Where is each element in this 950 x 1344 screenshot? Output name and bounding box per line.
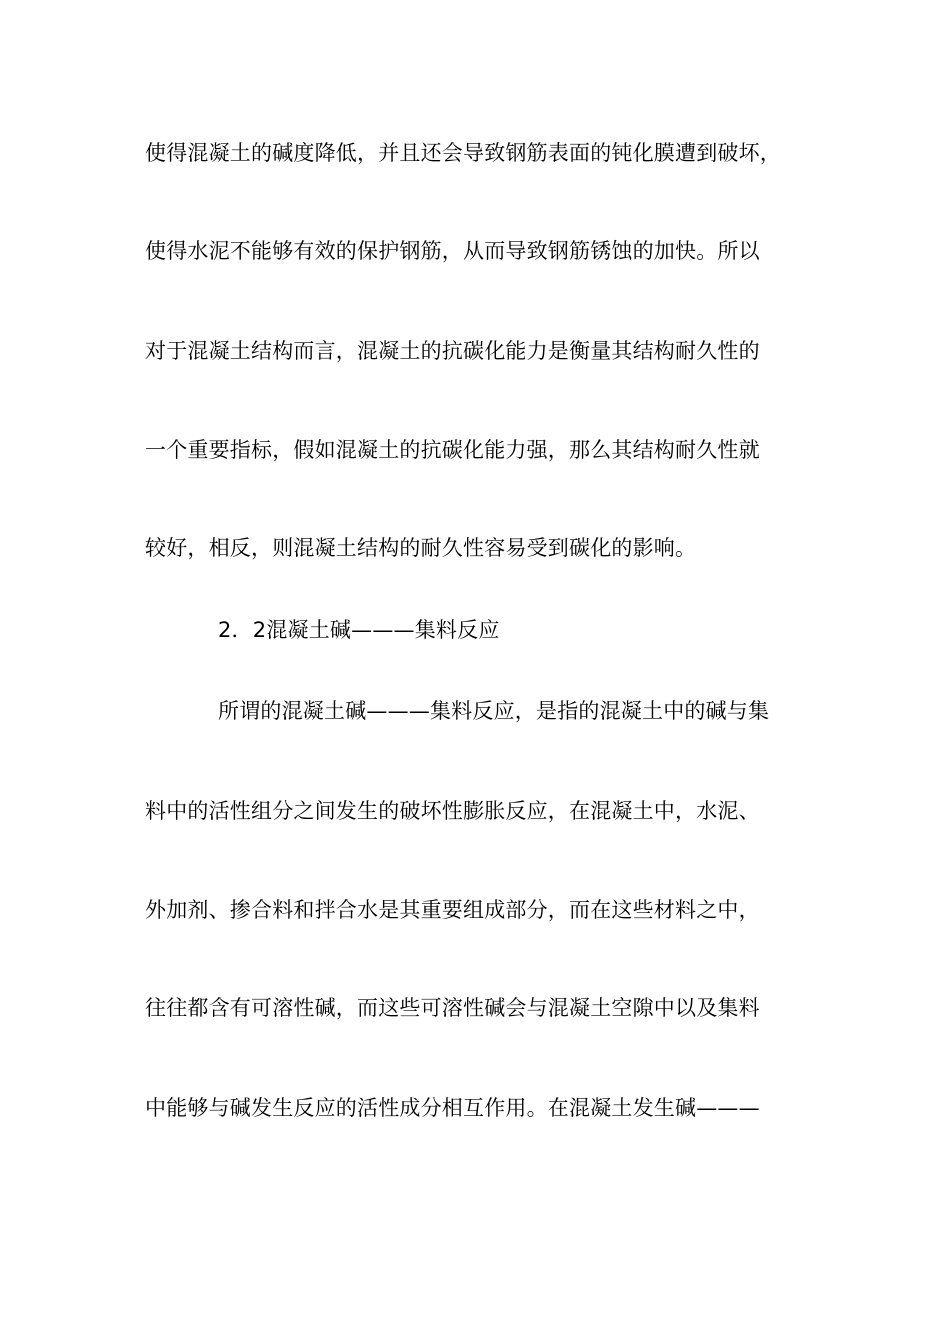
text-line: 所谓的混凝土碱———集料反应，是指的混凝土中的碱与集 — [218, 699, 770, 723]
section-heading: 2．2混凝土碱———集料反应 — [218, 618, 500, 642]
text-line: 一个重要指标，假如混凝土的抗碳化能力强，那么其结构耐久性就 — [145, 438, 760, 462]
text-line: 对于混凝土结构而言，混凝土的抗碳化能力是衡量其结构耐久性的 — [145, 339, 760, 363]
text-line: 外加剂、掺合料和拌合水是其重要组成部分，而在这些材料之中， — [145, 898, 760, 922]
text-line: 往往都含有可溶性碱，而这些可溶性碱会与混凝土空隙中以及集料 — [145, 996, 760, 1020]
text-line: 使得混凝土的碱度降低，并且还会导致钢筋表面的钝化膜遭到破坏， — [145, 141, 781, 165]
text-line: 料中的活性组分之间发生的破坏性膨胀反应，在混凝土中，水泥、 — [145, 799, 760, 823]
text-line: 使得水泥不能够有效的保护钢筋，从而导致钢筋锈蚀的加快。所以 — [145, 239, 760, 263]
text-line: 中能够与碱发生反应的活性成分相互作用。在混凝土发生碱——— — [145, 1096, 760, 1120]
text-line: 较好，相反，则混凝土结构的耐久性容易受到碳化的影响。 — [145, 536, 697, 560]
